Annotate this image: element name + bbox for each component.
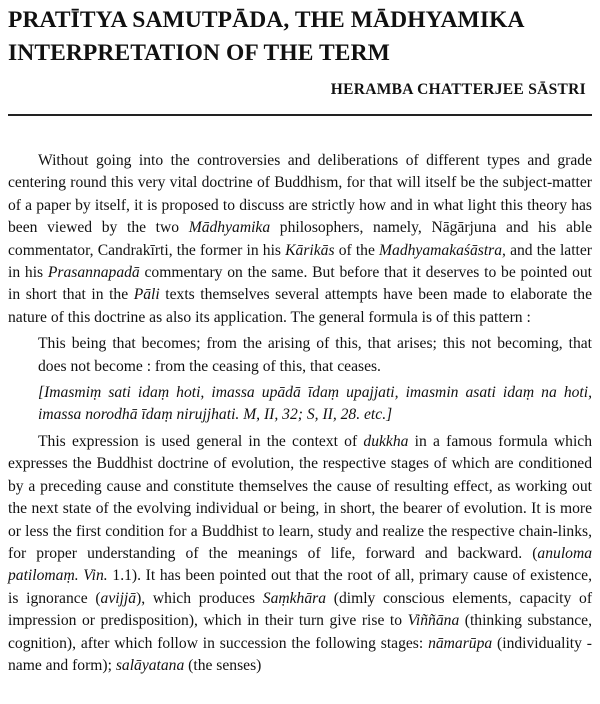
para2-text-8: (the senses) <box>184 656 262 674</box>
pali-quote: [Imasmiṃ sati idaṃ hoti, imassa upādā īdaṃ upajjati, imasmin asati idaṃ na hoti, imassa norodhā īdaṃ nirujjhati. M, II, 32; S, II, 28. etc.] <box>38 384 592 424</box>
para1-italic-1: Mādhyamika <box>188 219 271 237</box>
article-title <box>8 0 592 70</box>
para2-text-3: 1.1). It has been pointed out that the root of all, primary cause of existence, is ignorance ( <box>8 567 592 607</box>
para2-text-5: (dimly conscious elements, capacity of impression or predisposition), which in their turn give rise to <box>8 589 593 630</box>
para1-text-4: , and the latter in his <box>8 241 592 282</box>
title-divider <box>8 114 592 116</box>
para2-italic-7: salāyatana <box>115 656 185 674</box>
para2-text-2: in a famous formula which expresses the Buddhist doctrine of evolution, the respective stages of which are conditioned by a preceding cause and constitute themselves the cause of resulting effect, as working out the next state of the evolving individual or being, in short, the bearer of evolution. It is more or less the first condition for a Buddhist to learn, study and realize the respective chain-links, for proper understanding of the meanings of life, forward and backward. ( <box>8 432 593 562</box>
title-line-1: PRATĪTYA SAMUTPĀDA, THE MĀDHYAMIKA <box>8 7 525 33</box>
para2-italic-3: avijjā <box>100 589 137 607</box>
paragraph-2 <box>8 431 592 677</box>
para2-italic-1: dukkha <box>363 432 409 450</box>
para1-italic-4: Prasannapadā <box>47 264 140 282</box>
para1-text-5: commentary on the same. But before that it deserves to be pointed out in short that in the <box>8 264 592 304</box>
article-body <box>8 150 592 677</box>
para1-italic-3: Madhyamakaśāstra <box>379 241 503 259</box>
author-name: HERAMBA CHATTERJEE SĀSTRI <box>330 81 586 98</box>
para1-italic-5: Pāli <box>133 286 160 304</box>
title-line-2: INTERPRETATION OF THE TERM <box>8 40 390 66</box>
para2-text-1: This expression is used general in the context of <box>38 432 364 450</box>
para2-text-6: (thinking substance, cognition), after which follow in succession the following stages: <box>8 612 592 652</box>
para1-text-6: texts themselves several attempts have been made to elaborate the nature of this doctrine as also its application. The general formula is of this pattern : <box>8 286 593 326</box>
para2-text-4: ), which produces <box>136 589 263 607</box>
para2-italic-6: nāmarūpa <box>428 634 493 652</box>
para1-text-2: philosophers, namely, Nāgārjuna and his able commentator, Candrakīrti, the former in his <box>8 219 592 259</box>
para2-text-7: (individuality - name and form); <box>8 634 592 674</box>
para2-italic-2: anuloma patilomaṃ. Vin. <box>8 544 592 585</box>
para2-italic-5: Viññāna <box>407 612 460 630</box>
block-quote: This being that becomes; from the arising of this, that arises; this not becoming, that does not become : from the ceasing of this, that ceases. <box>38 335 592 375</box>
para1-italic-2: Kārikās <box>285 241 335 259</box>
para1-text-1: Without going into the controversies and deliberations of different types and grade centering round this very vital doctrine of Buddhism, for that will itself be the subject-matter of a paper by itself, it is proposed to discuss are strictly how and in what light this theory has been viewed by the two <box>8 152 592 237</box>
para2-italic-4: Saṃkhāra <box>262 589 327 607</box>
paragraph-1 <box>8 150 592 329</box>
para1-text-3: of the <box>334 241 380 259</box>
